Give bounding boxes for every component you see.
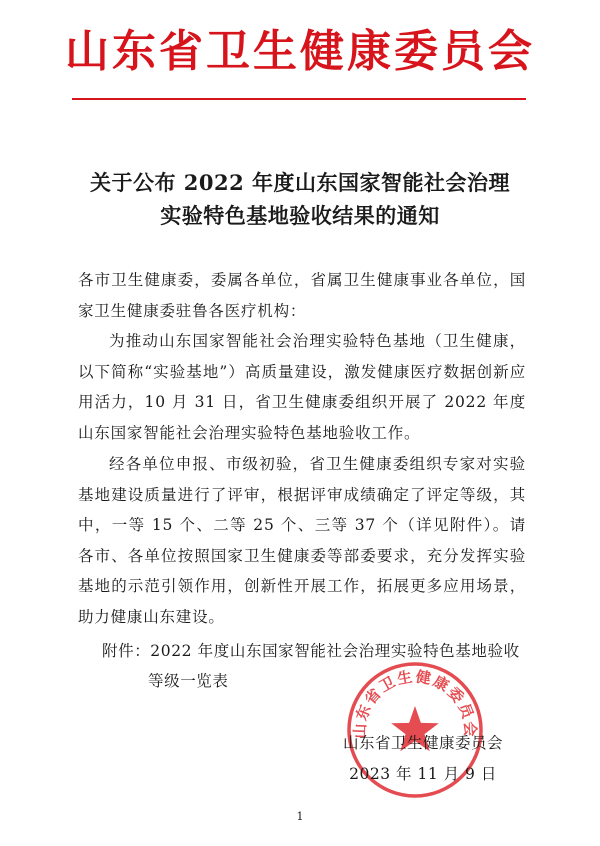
letterhead-org-name: 山东省卫生健康委员会 [65,26,535,77]
body-paragraph-1: 为推动山东国家智能社会治理实验特色基地（卫生健康，以下简称“实验基地”）高质量建设，激发健康医疗数据创新应用活力，10 月 31 日，省卫生健康委组织开展了 2022 年度山东国家智能社会治理实验特色基地验收工作。 [78,332,526,442]
body-paragraph-2: 经各单位申报、市级初验，省卫生健康委组织专家对实验基地建设质量进行了评审，根据评审成绩确定了评定等级，其中，一等 15 个、二等 25 个、三等 37 个（详见附件）。请各市、各单位按照国家卫生健康委等部委要求，充分发挥实验基地的示范引领作用，创新性开展工作，拓展更多应用场景，助力健康山东建设。 [78,455,526,626]
salutation: 各市卫生健康委，委属各单位，省属卫生健康事业各单位，国家卫生健康委驻鲁各医疗机构： [78,271,526,320]
seal-text: 山东省卫生健康委员会 [350,667,480,739]
document-title-line-1: 关于公布 2022 年度山东国家智能社会治理 [89,170,511,195]
signature-date: 2023 年 11 月 9 日 [349,765,497,783]
attachment-line-1: 附件：2022 年度山东国家智能社会治理实验特色基地验收 [102,642,520,660]
document-title [60,166,540,232]
attachment-line-2: 等级一览表 [148,672,229,690]
signature-org: 山东省卫生健康委员会 [342,734,503,752]
page-number: 1 [296,810,304,823]
letterhead-divider [72,98,526,100]
signature-block [318,728,528,790]
document-title-line-2: 实验特色基地验收结果的通知 [160,203,440,228]
